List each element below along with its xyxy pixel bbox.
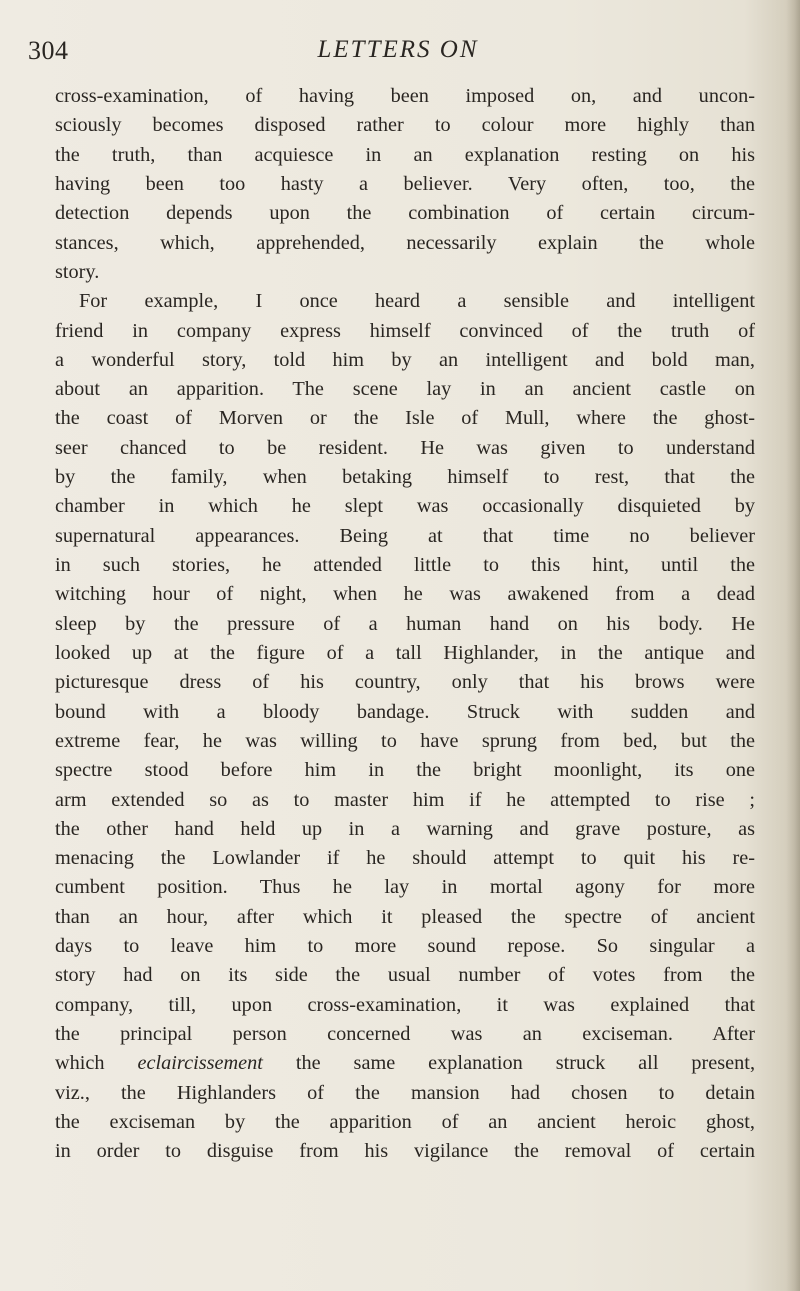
text-line: than an hour, after which it pleased the spectre of ancient	[55, 905, 755, 928]
text-line: story had on its side the usual number of votes from the	[55, 964, 755, 987]
text-line: in order to disguise from his vigilance the removal of certain	[55, 1140, 755, 1163]
text-line: looked up at the figure of a tall Highlander, in the antique and	[55, 641, 755, 664]
text-line: cumbent position. Thus he lay in mortal agony for more	[55, 876, 755, 899]
text-segment: the same explanation struck all present,	[295, 1052, 756, 1075]
text-line: in such stories, he attended little to this hint, until the	[55, 554, 755, 576]
text-line: chamber in which he slept was occasionally disquieted by	[55, 495, 755, 518]
text-line: seer chanced to be resident. He was given to understand	[55, 436, 755, 459]
text-line: viz., the Highlanders of the mansion had chosen to detain	[55, 1081, 755, 1104]
text-line: the other hand held up in a warning and grave posture, as	[55, 817, 755, 840]
body-text	[55, 82, 755, 1167]
text-line: by the family, when betaking himself to rest, that the	[55, 466, 755, 489]
text-line: about an apparition. The scene lay in an ancient castle on	[55, 378, 755, 401]
text-line: story.	[55, 260, 100, 283]
text-line: bound with a bloody bandage. Struck with sudden and	[55, 700, 755, 723]
text-line: supernatural appearances. Being at that time no believer	[55, 524, 755, 547]
text-line: a wonderful story, told him by an intelligent and bold man,	[55, 348, 755, 371]
text-line-paragraph-start: For example, I once heard a sensible and intelligent	[79, 290, 755, 313]
text-line: the truth, than acquiesce in an explanation resting on his	[55, 143, 755, 166]
text-line: detection depends upon the combination of certain circum-	[55, 202, 755, 225]
text-line: sleep by the pressure of a human hand on his body. He	[55, 612, 755, 635]
running-head: LETTERS ON	[317, 36, 479, 63]
text-line: having been too hasty a believer. Very often, too, the	[55, 172, 755, 195]
text-line: menacing the Lowlander if he should attempt to quit his re-	[55, 847, 755, 870]
text-line: spectre stood before him in the bright moonlight, its one	[55, 759, 755, 782]
text-line: the principal person concerned was an exciseman. After	[55, 1023, 755, 1045]
italic-term: eclaircissement	[137, 1052, 263, 1075]
page-header	[28, 36, 768, 76]
text-line-with-italic	[55, 1049, 755, 1078]
text-line: company, till, upon cross-examination, it was explained that	[55, 993, 755, 1016]
text-line: the coast of Morven or the Isle of Mull, where the ghost-	[55, 407, 755, 430]
text-segment: which	[55, 1052, 105, 1075]
text-line: witching hour of night, when he was awakened from a dead	[55, 583, 755, 606]
text-line: cross-examination, of having been imposed on, and uncon-	[55, 85, 755, 107]
text-line: stances, which, apprehended, necessarily explain the whole	[55, 231, 755, 254]
text-line: extreme fear, he was willing to have sprung from bed, but the	[55, 729, 755, 752]
text-line: friend in company express himself convinced of the truth of	[55, 319, 755, 342]
text-line: sciously becomes disposed rather to colour more highly than	[55, 114, 755, 137]
text-line: picturesque dress of his country, only that his brows were	[55, 671, 755, 694]
text-line: arm extended so as to master him if he attempted to rise ;	[55, 788, 755, 811]
text-line: days to leave him to more sound repose. So singular a	[55, 935, 755, 958]
page-edge-shadow	[786, 0, 800, 1291]
page-number: 304	[28, 36, 69, 65]
text-line: the exciseman by the apparition of an ancient heroic ghost,	[55, 1110, 755, 1133]
